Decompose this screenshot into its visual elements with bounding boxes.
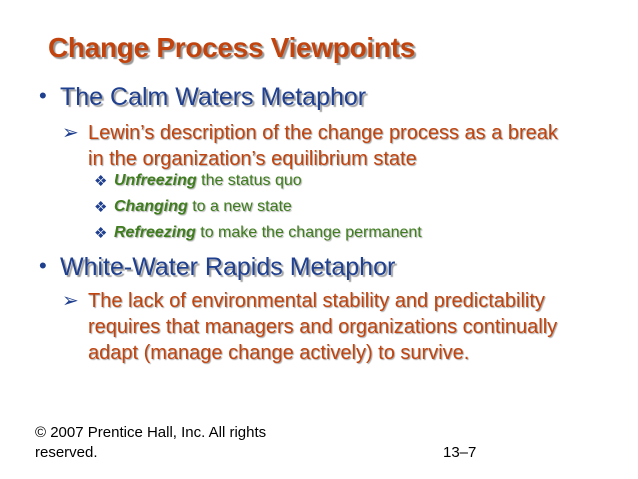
bullet-calm-waters [39,83,367,112]
stage-text: to make the change permanent [195,224,422,241]
stage-term: Refreezing [114,224,196,241]
diamond-bullet-icon: ❖ [94,225,108,242]
sub-bullet-lewin-line2: in the organization’s equilibrium state [88,148,417,170]
copyright-line1: © 2007 Prentice Hall, Inc. All rights [35,424,267,441]
sub-bullet-line1: The lack of environmental stability and predictability [88,290,545,312]
stage-refreezing [94,224,422,242]
copyright-line2: reserved. [35,444,98,461]
diamond-bullet-icon: ❖ [94,199,108,216]
diamond-bullet-icon: ❖ [94,173,108,190]
round-bullet-icon: • [39,83,47,108]
bullet-white-water [39,253,396,282]
arrow-bullet-icon: ➢ [62,290,79,312]
stage-text: the status quo [196,172,302,189]
stage-term: Changing [114,198,188,215]
stage-term: Unfreezing [114,172,197,189]
sub-bullet-lewin-line1: Lewin’s description of the change process as a break [88,122,558,144]
sub-bullet-line3: adapt (manage change actively) to survive. [88,342,470,364]
sub-bullet-lack-of-stability [62,288,558,366]
stage-changing [94,198,292,216]
page-number: 13–7 [443,444,477,461]
stage-text: to a new state [187,198,292,215]
sub-bullet-lewin [62,120,558,172]
bullet-calm-waters-text: The Calm Waters Metaphor [60,83,367,111]
bullet-white-water-text: White-Water Rapids Metaphor [60,253,396,281]
slide-title: Change Process Viewpoints [48,32,415,63]
stage-unfreezing [94,172,302,190]
sub-bullet-line2: requires that managers and organizations continually [88,316,558,338]
arrow-bullet-icon: ➢ [62,122,79,144]
round-bullet-icon: • [39,253,47,278]
